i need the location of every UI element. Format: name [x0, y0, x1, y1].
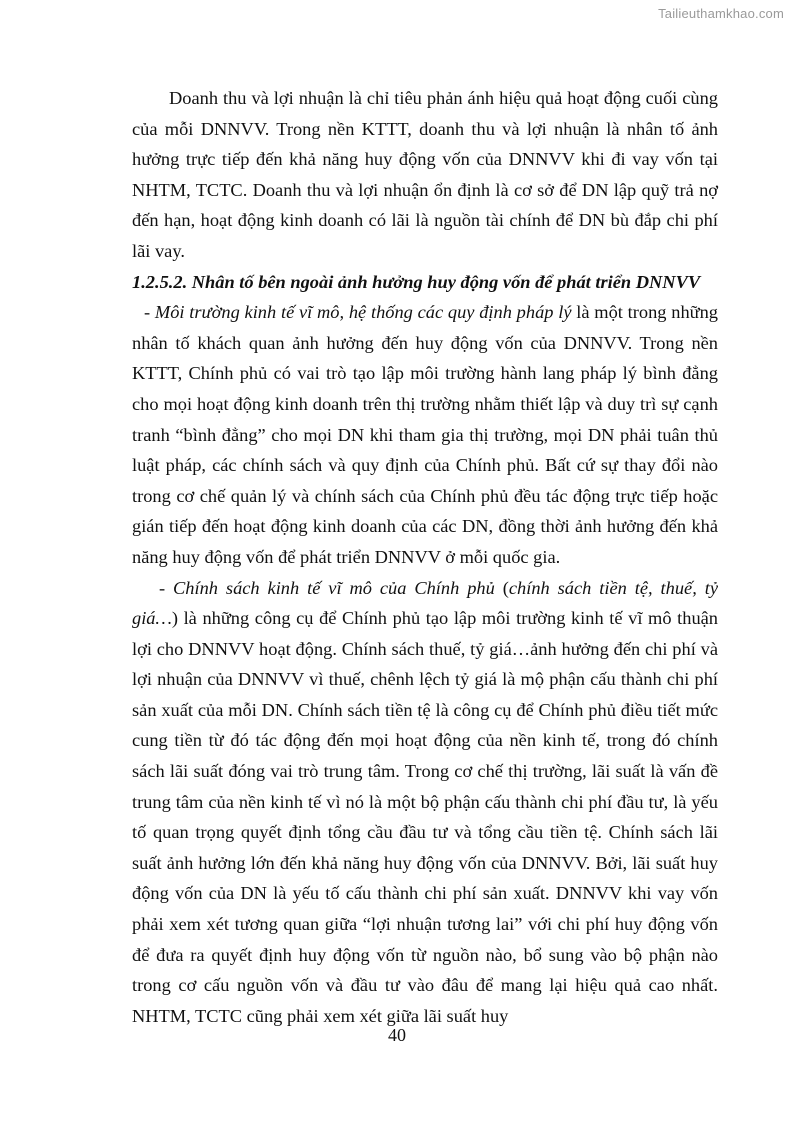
paren-italic: chính sách tiền tệ, thuế, tỷ giá…	[132, 577, 718, 629]
paragraph-text: là một trong những nhân tố khách quan ảnh hưởng đến huy động vốn của DNNVV. Trong nền KTTT, Chính phủ có vai trò tạo lập môi trường hành lang pháp lý bình đẳng cho mọi hoạt động kinh doanh trên thị trường nhằm thiết lập và duy trì sự cạnh tranh “bình đẳng” cho mọi DN khi tham gia thị trường, mọi DN phải tuân thủ luật pháp, các chính sách và quy định của Chính phủ. Bất cứ sự thay đổi nào trong cơ chế quản lý và chính sách của Chính phủ đều tác động trực tiếp hoặc gián tiếp đến hoạt động kinh doanh của các DN, đồng thời ảnh hưởng đến khả năng huy động vốn để phát triển DNNVV ở mỗi quốc gia.	[132, 302, 718, 567]
watermark: Tailieuthamkhao.com	[658, 6, 784, 21]
paragraph-macro-environment	[132, 297, 718, 572]
paragraph-macro-policy	[132, 573, 718, 1032]
document-body	[132, 83, 718, 1031]
paragraph-lead-italic: - Chính sách kinh tế vĩ mô của Chính phủ	[159, 577, 495, 598]
page-number: 40	[388, 1025, 406, 1045]
paragraph-revenue-profit: Doanh thu và lợi nhuận là chỉ tiêu phản ánh hiệu quả hoạt động cuối cùng của mỗi DNNVV. Trong nền KTTT, doanh thu và lợi nhuận là nhân tố ảnh hưởng trực tiếp đến khả năng huy động vốn của DNNVV khi đi vay vốn tại NHTM, TCTC. Doanh thu và lợi nhuận ổn định là cơ sở để DN lập quỹ trả nợ đến hạn, hoạt động kinh doanh có lãi là nguồn tài chính để DN bù đắp chi phí lãi vay.	[132, 88, 718, 261]
paren-open: (	[494, 577, 509, 598]
paragraph-text: ) là những công cụ để Chính phủ tạo lập môi trường kinh tế vĩ mô thuận lợi cho DNNVV hoạt động. Chính sách thuế, tỷ giá…ảnh hưởng đến chi phí và lợi nhuận của DNNVV vì thuế, chênh lệch tỷ giá là mộ phận cấu thành chi phí sản xuất của mỗi DN. Chính sách tiền tệ là công cụ để Chính phủ điều tiết mức cung tiền từ đó tác động đến mọi hoạt động của nền kinh tế, trong đó chính sách lãi suất đóng vai trò trung tâm. Trong cơ chế thị trường, lãi suất là vấn đề trung tâm của nền kinh tế vì nó là một bộ phận cấu thành chi phí đầu tư, là yếu tố quan trọng quyết định tổng cầu đầu tư và tổng cầu tiền tệ. Chính sách lãi suất ảnh hưởng lớn đến khả năng huy động vốn của DNNVV. Bởi, lãi suất huy động vốn của DN là yếu tố cấu thành chi phí sản xuất. DNNVV khi vay vốn phải xem xét tương quan giữa “lợi nhuận tương lai” với chi phí huy động vốn để đưa ra quyết định huy động vốn từ nguồn nào, bổ sung vào bộ phận nào trong cơ cấu nguồn vốn và đầu tư vào đâu để mang lại hiệu quả cao nhất. NHTM, TCTC cũng phải xem xét giữa lãi suất huy	[132, 608, 718, 1026]
section-heading: 1.2.5.2. Nhân tố bên ngoài ảnh hưởng huy động vốn để phát triển DNNVV	[132, 271, 701, 292]
paragraph-lead-italic: - Môi trường kinh tế vĩ mô, hệ thống các quy định pháp lý	[144, 302, 572, 323]
